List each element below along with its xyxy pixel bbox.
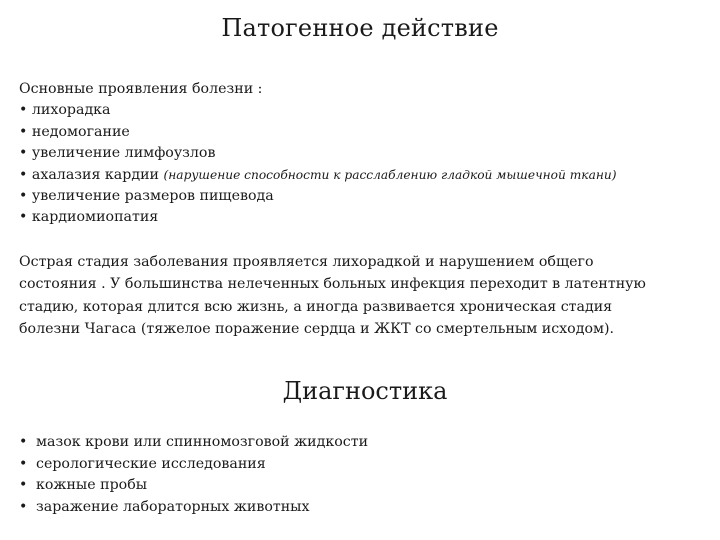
paragraph-line: Острая стадия заболевания проявляется лихорадкой и нарушением общего <box>19 254 594 270</box>
bullet: • <box>19 166 28 183</box>
list-item-text: кардиомиопатия <box>31 209 159 226</box>
bullet: • <box>19 477 28 494</box>
list-item <box>19 165 709 186</box>
list-item-text: мазок крови или спинномозговой жидкости <box>36 434 369 450</box>
list-item-text: увеличение лимфоузлов <box>31 145 216 162</box>
list-item-text: недомогание <box>31 123 130 140</box>
paragraph-line: состояния . У большинства нелеченных больных инфекция переходит в латентную <box>19 276 646 293</box>
section-title-diagnostics: Диагностика <box>282 377 448 405</box>
list-item <box>19 475 709 497</box>
list-item <box>19 122 709 143</box>
list-item-note: (нарушение способности к расслаблению гладкой мышечной ткани) <box>163 167 617 182</box>
list-item <box>19 143 709 164</box>
list-item-text: лихорадка <box>31 102 111 119</box>
description-paragraph <box>19 251 709 341</box>
list-item-text: серологические исследования <box>36 455 266 472</box>
bullet: • <box>19 434 28 450</box>
list-item-text: увеличение размеров пищевода <box>31 188 274 205</box>
symptoms-list <box>19 79 709 229</box>
bullet: • <box>19 188 28 205</box>
bullet: • <box>19 209 28 226</box>
list-item <box>19 497 709 519</box>
bullet: • <box>19 498 28 515</box>
intro-heading: Основные проявления болезни : <box>19 81 263 97</box>
bullet: • <box>19 102 28 119</box>
paragraph-line: болезни Чагаса (тяжелое поражение сердца и ЖКТ со смертельным исходом). <box>19 321 615 338</box>
list-item-text: ахалазия кардии <box>31 166 159 183</box>
list-item <box>19 186 709 207</box>
diagnostics-list <box>19 432 709 518</box>
bullet: • <box>19 123 28 140</box>
list-item <box>19 207 709 228</box>
section-title-pathogenic-action: Патогенное действие <box>221 14 499 42</box>
bullet: • <box>19 455 28 472</box>
list-item <box>19 454 709 476</box>
paragraph-line: стадию, которая длится всю жизнь, а иногда развивается хроническая стадия <box>19 298 613 315</box>
list-item <box>19 100 709 121</box>
list-item-text: кожные пробы <box>36 477 148 494</box>
list-item <box>19 432 709 454</box>
list-item-text: заражение лабораторных животных <box>36 498 310 515</box>
bullet: • <box>19 145 28 162</box>
